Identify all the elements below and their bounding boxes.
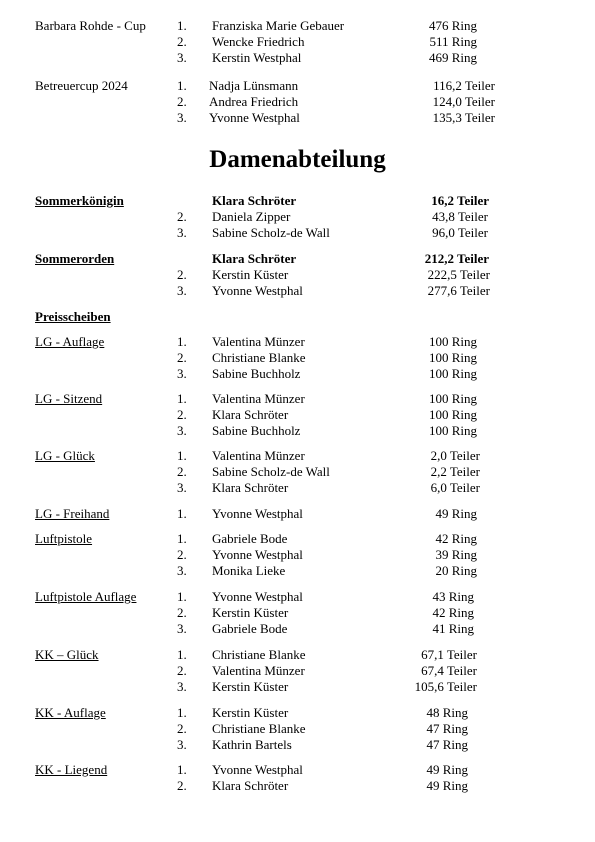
- rank: 3.: [177, 737, 187, 752]
- score: 222,5 Teiler: [427, 267, 490, 282]
- score: 48 Ring: [426, 705, 468, 720]
- result-row: [0, 448, 595, 464]
- competitor-name: Valentina Münzer: [212, 663, 305, 678]
- competitor-name: Klara Schröter: [212, 480, 289, 495]
- rank: 3.: [177, 423, 187, 438]
- score: 124,0 Teiler: [432, 94, 495, 109]
- score: 2,2 Teiler: [430, 464, 480, 479]
- rank: 3.: [177, 679, 187, 694]
- rank: 2.: [177, 94, 187, 109]
- competitor-name: Yvonne Westphal: [209, 110, 300, 125]
- competitor-name: Kerstin Westphal: [212, 50, 302, 65]
- score: 2,0 Teiler: [430, 448, 480, 463]
- category-label: Sommerorden: [35, 251, 115, 266]
- result-row: [0, 50, 595, 66]
- category-label: Luftpistole Auflage: [35, 589, 137, 604]
- competitor-name: Kerstin Küster: [212, 705, 289, 720]
- result-row: [0, 647, 595, 663]
- result-row: [0, 110, 595, 126]
- score: 49 Ring: [435, 506, 477, 521]
- rank: 1.: [177, 762, 187, 777]
- result-row: [0, 78, 595, 94]
- rank: 3.: [177, 366, 187, 381]
- score: 16,2 Teiler: [431, 193, 489, 208]
- score: 39 Ring: [435, 547, 477, 562]
- rank: 1.: [177, 78, 187, 93]
- score: 67,4 Teiler: [421, 663, 477, 678]
- result-row: [0, 480, 595, 496]
- competitor-name: Christiane Blanke: [212, 350, 306, 365]
- competitor-name: Klara Schröter: [212, 251, 297, 266]
- competitor-name: Valentina Münzer: [212, 391, 305, 406]
- score: 43,8 Teiler: [432, 209, 488, 224]
- category-label: KK – Glück: [35, 647, 99, 662]
- category-label: LG - Auflage: [35, 334, 105, 349]
- rank: 1.: [177, 334, 187, 349]
- competitor-name: Valentina Münzer: [212, 334, 305, 349]
- rank: 3.: [177, 110, 187, 125]
- competitor-name: Gabriele Bode: [212, 621, 288, 636]
- score: 41 Ring: [432, 621, 474, 636]
- competitor-name: Sabine Scholz-de Wall: [212, 464, 330, 479]
- result-row: [0, 267, 595, 283]
- competitor-name: Yvonne Westphal: [212, 506, 303, 521]
- score: 49 Ring: [426, 778, 468, 793]
- score: 47 Ring: [426, 737, 468, 752]
- competitor-name: Christiane Blanke: [212, 721, 306, 736]
- competitor-name: Daniela Zipper: [212, 209, 291, 224]
- competitor-name: Klara Schröter: [212, 193, 297, 208]
- result-row: [0, 778, 595, 794]
- result-row: [0, 621, 595, 637]
- result-row: [0, 407, 595, 423]
- section-heading: Preisscheiben: [35, 309, 111, 324]
- result-row: [0, 391, 595, 407]
- result-row: [0, 251, 595, 267]
- rank: 2.: [177, 407, 187, 422]
- rank: 2.: [177, 605, 187, 620]
- result-row: [0, 283, 595, 299]
- result-row: [0, 563, 595, 579]
- rank: 2.: [177, 464, 187, 479]
- result-row: [0, 464, 595, 480]
- rank: 1.: [177, 647, 187, 662]
- competitor-name: Yvonne Westphal: [212, 547, 303, 562]
- result-row: [0, 209, 595, 225]
- result-row: [0, 506, 595, 522]
- rank: 3.: [177, 621, 187, 636]
- category-label: LG - Sitzend: [35, 391, 103, 406]
- result-row: [0, 547, 595, 563]
- competitor-name: Klara Schröter: [212, 778, 289, 793]
- result-row: [0, 663, 595, 679]
- score: 43 Ring: [432, 589, 474, 604]
- score: 20 Ring: [435, 563, 477, 578]
- rank: 3.: [177, 480, 187, 495]
- rank: 2.: [177, 209, 187, 224]
- result-row: [0, 94, 595, 110]
- score: 100 Ring: [428, 350, 477, 365]
- competitor-name: Kerstin Küster: [212, 267, 289, 282]
- competitor-name: Yvonne Westphal: [212, 589, 303, 604]
- competitor-name: Valentina Münzer: [212, 448, 305, 463]
- result-row: [0, 705, 595, 721]
- competitor-name: Franziska Marie Gebauer: [212, 18, 345, 33]
- score: 100 Ring: [428, 334, 477, 349]
- score: 67,1 Teiler: [421, 647, 477, 662]
- score: 49 Ring: [426, 762, 468, 777]
- score: 105,6 Teiler: [414, 679, 477, 694]
- rank: 3.: [177, 225, 187, 240]
- result-row: [0, 34, 595, 50]
- result-row: [0, 762, 595, 778]
- score: 96,0 Teiler: [432, 225, 488, 240]
- result-row: [0, 589, 595, 605]
- competitor-name: Christiane Blanke: [212, 647, 306, 662]
- score: 469 Ring: [428, 50, 477, 65]
- rank: 3.: [177, 50, 187, 65]
- rank: 1.: [177, 18, 187, 33]
- competitor-name: Sabine Buchholz: [212, 423, 301, 438]
- category-label: KK - Auflage: [35, 705, 106, 720]
- score: 42 Ring: [435, 531, 477, 546]
- category-label: KK - Liegend: [35, 762, 108, 777]
- result-row: [0, 193, 595, 209]
- result-row: [0, 737, 595, 753]
- competitor-name: Yvonne Westphal: [212, 762, 303, 777]
- rank: 1.: [177, 448, 187, 463]
- competitor-name: Kerstin Küster: [212, 679, 289, 694]
- competitor-name: Sabine Scholz-de Wall: [212, 225, 330, 240]
- competitor-name: Gabriele Bode: [212, 531, 288, 546]
- score: 116,2 Teiler: [433, 78, 495, 93]
- competitor-name: Nadja Lünsmann: [209, 78, 299, 93]
- page-title: Damenabteilung: [209, 146, 386, 173]
- result-row: [0, 350, 595, 366]
- competitor-name: Yvonne Westphal: [212, 283, 303, 298]
- category-label: LG - Freihand: [35, 506, 110, 521]
- score: 511 Ring: [429, 34, 477, 49]
- rank: 3.: [177, 563, 187, 578]
- rank: 2.: [177, 663, 187, 678]
- score: 100 Ring: [428, 391, 477, 406]
- rank: 2.: [177, 267, 187, 282]
- rank: 1.: [177, 705, 187, 720]
- score: 47 Ring: [426, 721, 468, 736]
- competitor-name: Kerstin Küster: [212, 605, 289, 620]
- section-heading-row: [0, 309, 595, 325]
- competitor-name: Kathrin Bartels: [212, 737, 292, 752]
- result-row: [0, 18, 595, 34]
- score: 6,0 Teiler: [430, 480, 480, 495]
- result-row: [0, 366, 595, 382]
- result-row: [0, 531, 595, 547]
- rank: 1.: [177, 391, 187, 406]
- rank: 2.: [177, 34, 187, 49]
- rank: 2.: [177, 778, 187, 793]
- score: 100 Ring: [428, 423, 477, 438]
- score: 212,2 Teiler: [424, 251, 489, 266]
- rank: 1.: [177, 589, 187, 604]
- category-label: Sommerkönigin: [35, 193, 124, 208]
- result-row: [0, 679, 595, 695]
- rank: 3.: [177, 283, 187, 298]
- score: 277,6 Teiler: [427, 283, 490, 298]
- competitor-name: Klara Schröter: [212, 407, 289, 422]
- result-row: [0, 423, 595, 439]
- score: 135,3 Teiler: [432, 110, 495, 125]
- score: 42 Ring: [432, 605, 474, 620]
- rank: 2.: [177, 721, 187, 736]
- competitor-name: Monika Lieke: [212, 563, 286, 578]
- category-label: LG - Glück: [35, 448, 95, 463]
- category-label: Barbara Rohde - Cup: [35, 18, 146, 33]
- result-row: [0, 605, 595, 621]
- score: 100 Ring: [428, 366, 477, 381]
- score: 476 Ring: [428, 18, 477, 33]
- competitor-name: Wencke Friedrich: [212, 34, 305, 49]
- result-row: [0, 225, 595, 241]
- score: 100 Ring: [428, 407, 477, 422]
- competitor-name: Andrea Friedrich: [209, 94, 299, 109]
- result-row: [0, 334, 595, 350]
- rank: 1.: [177, 506, 187, 521]
- category-label: Luftpistole: [35, 531, 93, 546]
- rank: 2.: [177, 547, 187, 562]
- rank: 1.: [177, 531, 187, 546]
- result-row: [0, 721, 595, 737]
- category-label: Betreuercup 2024: [35, 78, 128, 93]
- rank: 2.: [177, 350, 187, 365]
- competitor-name: Sabine Buchholz: [212, 366, 301, 381]
